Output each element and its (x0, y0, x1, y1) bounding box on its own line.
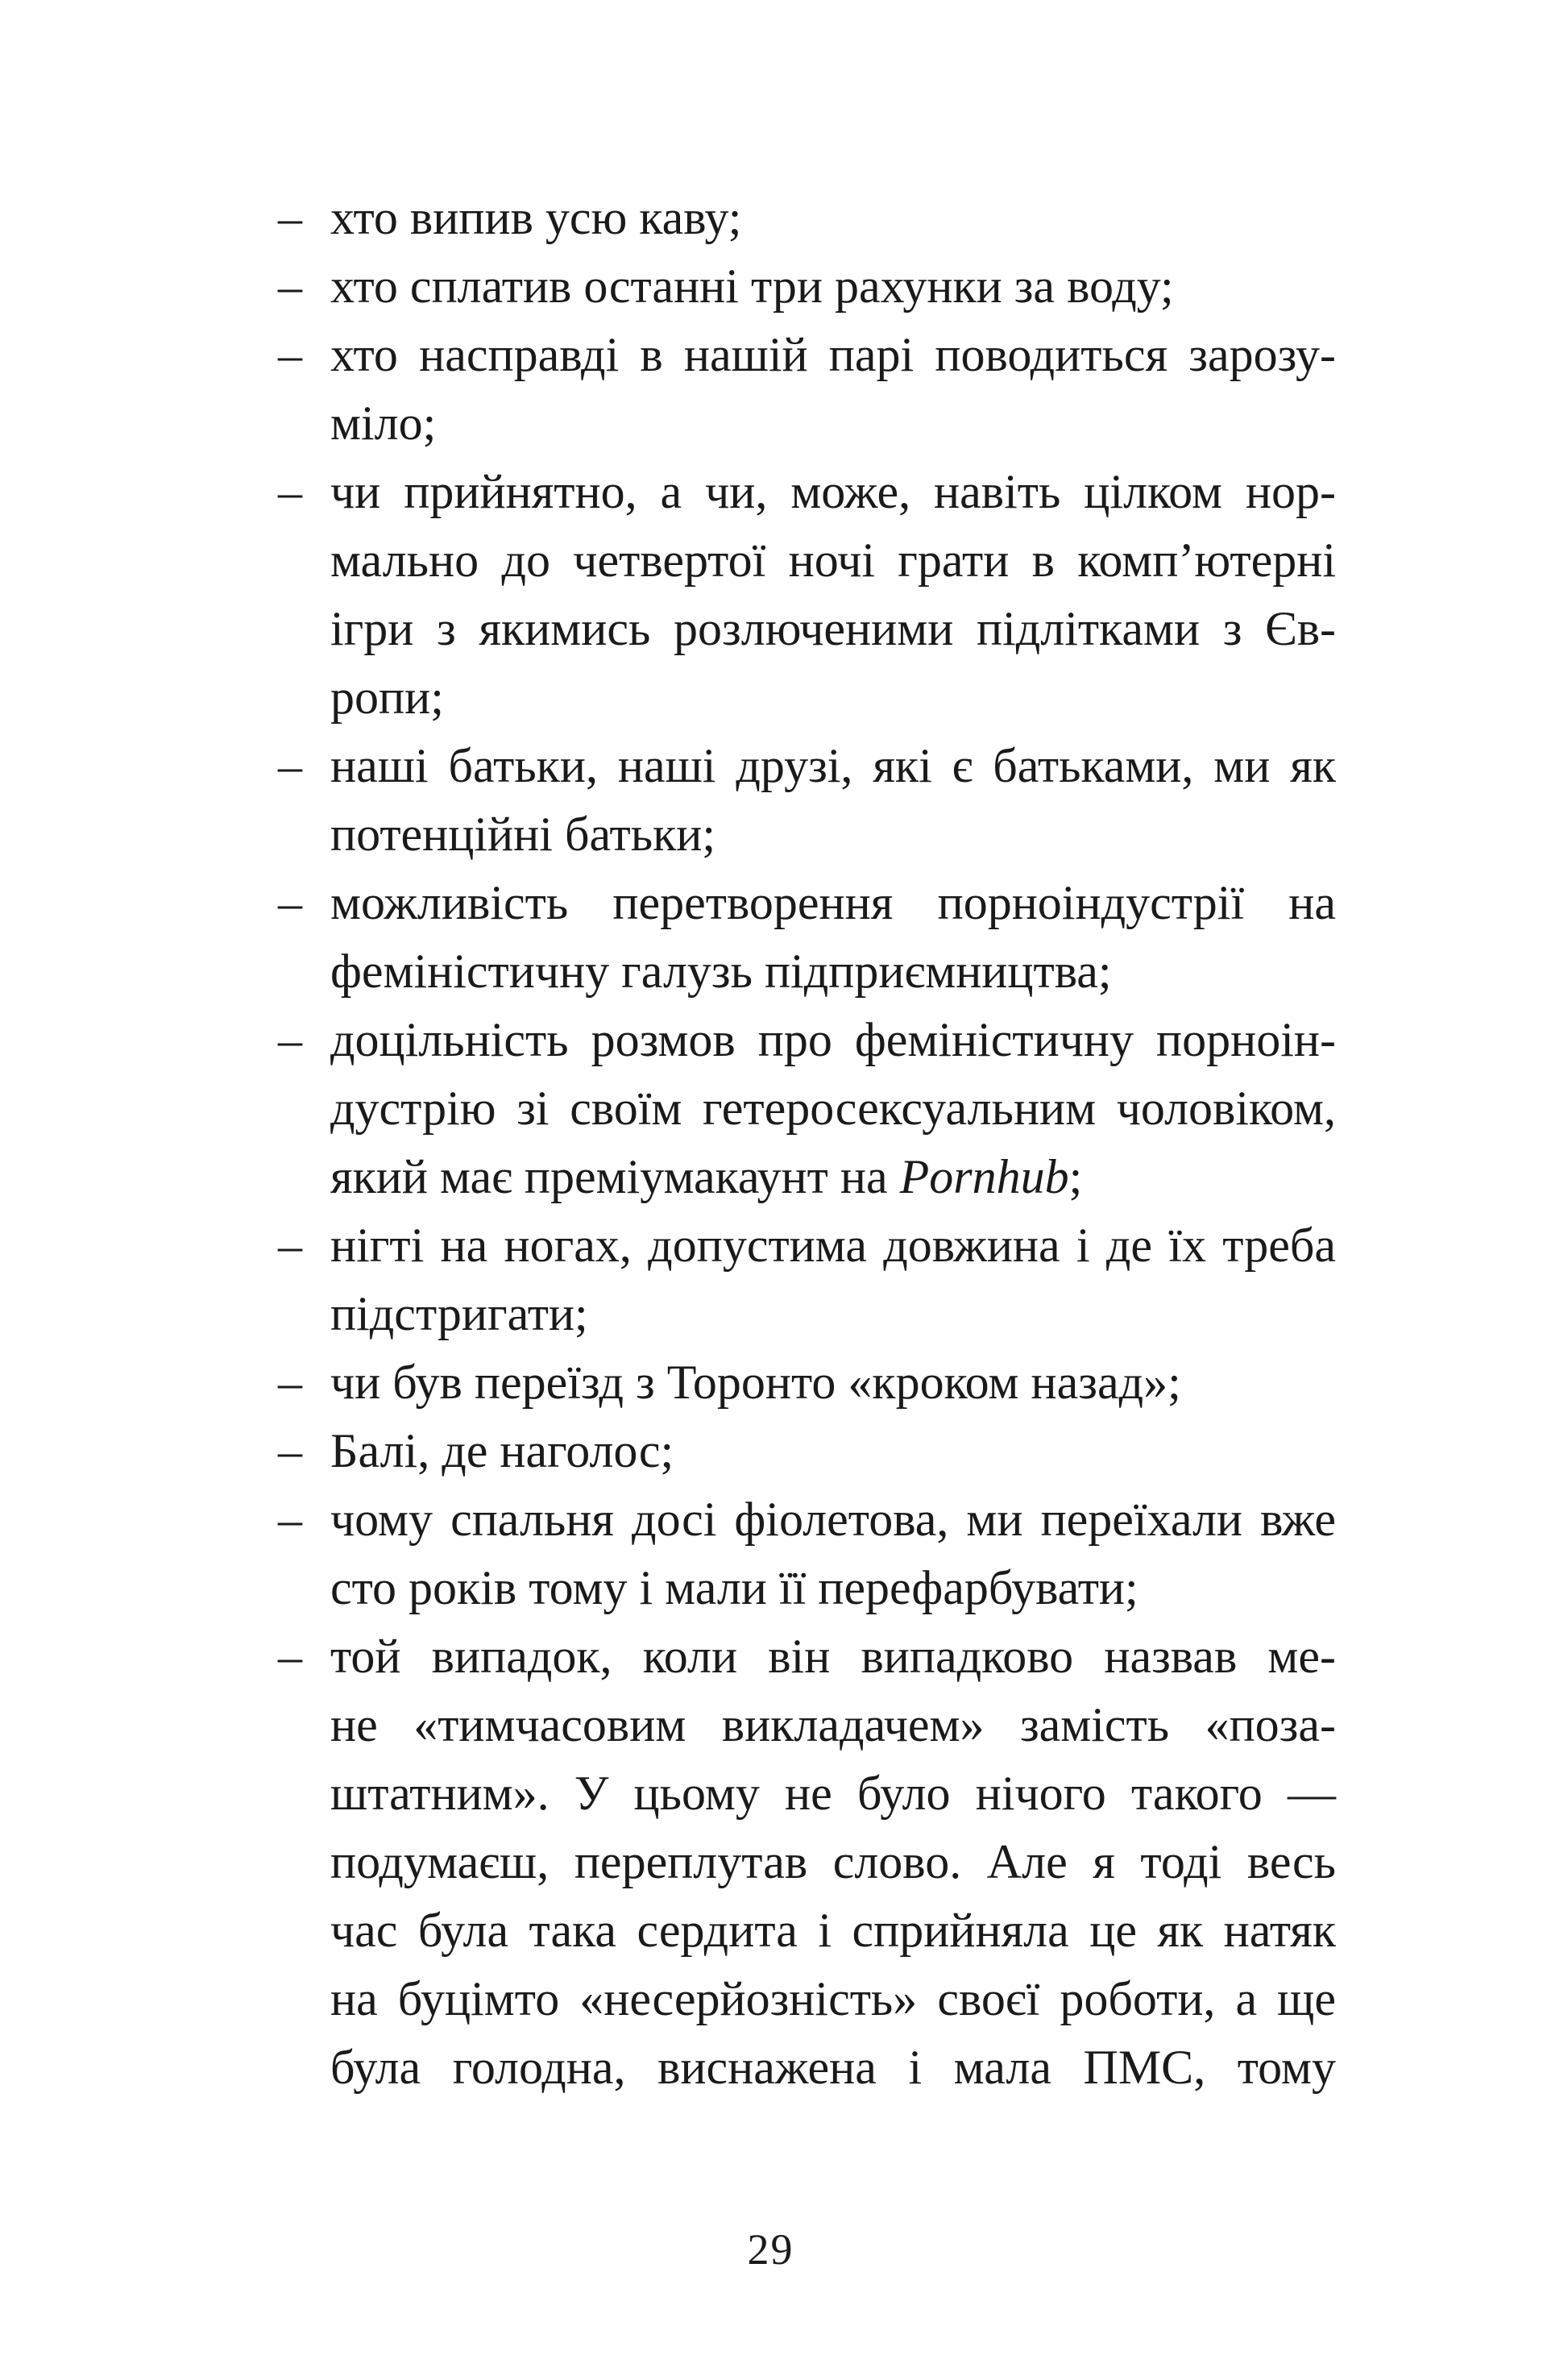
text-line: ропи; (330, 671, 444, 724)
dash-marker: – (278, 1356, 302, 1409)
text-line: чи прийнятно, а чи, може, навіть цілком нор- (330, 465, 1336, 518)
text-line: феміністичну галузь підприємництва; (330, 945, 1112, 998)
text-line: чи був переїзд з Торонто «кроком назад»; (330, 1356, 1181, 1409)
list-item (278, 869, 1336, 1006)
dash-marker: – (278, 739, 302, 792)
dash-marker: – (278, 465, 302, 518)
text-line: доцільність розмов про феміністичну порноін- (330, 1013, 1336, 1066)
text-line: той випадок, коли він випадково назвав ме- (330, 1630, 1336, 1683)
text-line: сто років тому і мали її перефарбувати; (330, 1561, 1138, 1614)
text-line: хто сплатив останні три рахунки за воду; (330, 260, 1174, 313)
list-item (278, 732, 1336, 869)
dash-marker: – (278, 191, 302, 244)
dash-marker: – (278, 1630, 302, 1683)
dash-marker: – (278, 1424, 302, 1477)
text-line: час була така сердита і сприйняла це як натяк (330, 1904, 1336, 1957)
dashed-list (278, 184, 1336, 2102)
text-line: була голодна, виснажена і мала ПМС, тому (330, 2041, 1336, 2094)
dash-marker: – (278, 328, 302, 381)
text-line: хто випив усю каву; (330, 191, 742, 244)
list-item (278, 1006, 1336, 1211)
page-number: 29 (747, 2225, 794, 2274)
text-line: підстригати; (330, 1287, 588, 1340)
list-item (278, 184, 1336, 252)
text-line-with-italic (330, 1143, 1336, 1211)
text-segment: ; (1068, 1150, 1083, 1203)
text-line: на буцімто «несерйозність» своєї роботи, а ще (330, 1972, 1336, 2025)
text-line: можливість перетворення порноіндустрії на (330, 876, 1336, 929)
dash-marker: – (278, 1493, 302, 1546)
list-item (278, 1211, 1336, 1348)
text-line: нігті на ногах, допустима довжина і де їх треба (330, 1219, 1336, 1272)
list-item (278, 1485, 1336, 1622)
list-item (278, 1348, 1336, 1417)
text-line: дустрію зі своїм гетеросексуальним чоловіком, (330, 1082, 1336, 1135)
text-line: міло; (330, 397, 437, 450)
text-segment: який має преміумакаунт на (330, 1150, 900, 1203)
text-line: подумаєш, переплутав слово. Але я тоді весь (330, 1835, 1336, 1888)
list-item (278, 1622, 1336, 2102)
dash-marker: – (278, 260, 302, 313)
text-line: чому спальня досі фіолетова, ми переїхали вже (330, 1493, 1336, 1546)
text-line: мально до четвертої ночі грати в компʼютерні (330, 534, 1336, 587)
dash-marker: – (278, 876, 302, 929)
list-item (278, 1417, 1336, 1485)
list-item (278, 252, 1336, 321)
text-line: наші батьки, наші друзі, які є батьками, ми як (330, 739, 1336, 792)
text-line: потенційні батьки; (330, 808, 716, 861)
italic-word: Pornhub (899, 1150, 1069, 1203)
text-line: штатним». У цьому не було нічого такого — (330, 1767, 1336, 1820)
text-line: не «тимчасовим викладачем» замість «поза- (330, 1698, 1336, 1751)
list-item (278, 458, 1336, 732)
list-item (278, 321, 1336, 458)
text-line: хто насправді в нашій парі поводиться зарозу- (330, 328, 1336, 381)
text-line: Балі, де наголос; (330, 1424, 674, 1477)
text-line: ігри з якимись розлюченими підлітками з Єв- (330, 602, 1336, 655)
dash-marker: – (278, 1219, 302, 1272)
dash-marker: – (278, 1013, 302, 1066)
